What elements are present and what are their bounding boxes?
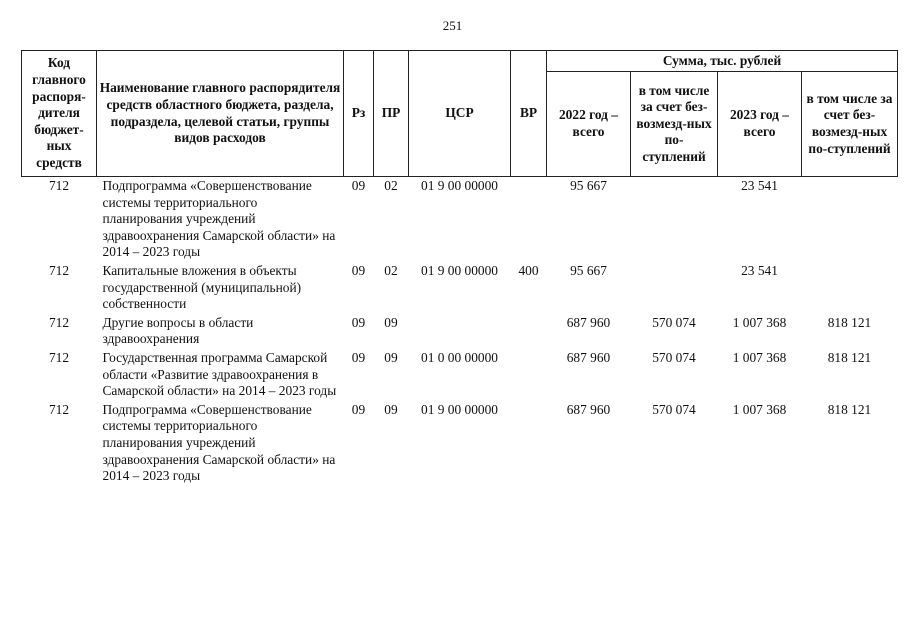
cell-2023-total: 1 007 368 [732, 349, 787, 365]
cell-code: 712 [48, 314, 70, 330]
page-number: 251 [442, 18, 463, 33]
cell-rz: 09 [351, 314, 366, 330]
cell-rz: 09 [351, 178, 366, 193]
cell-code: 712 [48, 349, 70, 365]
header-vr: ВР [511, 51, 547, 177]
cell-rz: 09 [351, 401, 366, 417]
cell-name: Подпрограмма «Совершенствование системы территориального планирования учреждений здравоохранения Самарской области» на 2014 – 2023 годы [102, 178, 336, 260]
header-csr: ЦСР [409, 51, 511, 177]
cell-pr: 09 [384, 401, 398, 417]
cell-csr: 01 9 00 00000 [421, 401, 498, 417]
cell-2023-free: 818 121 [827, 401, 872, 417]
cell-name: Капитальные вложения в объекты государственной (муниципальной) собственности [102, 262, 302, 312]
header-2023-total: 2023 год – всего [718, 72, 802, 177]
cell-pr: 02 [384, 262, 398, 278]
cell-2022-free: 570 074 [652, 401, 696, 417]
header-2022-total: 2022 год – всего [547, 72, 631, 177]
cell-2022-total: 687 960 [566, 314, 611, 330]
cell-2023-free [802, 177, 898, 262]
table-row [22, 314, 898, 349]
cell-pr: 09 [384, 314, 398, 330]
cell-2022-free: 570 074 [652, 314, 696, 330]
cell-pr: 09 [384, 349, 398, 365]
cell-code: 712 [48, 178, 70, 193]
cell-name: Государственная программа Самарской области «Развитие здравоохранения в Самарской области» на 2014 – 2023 годы [102, 349, 337, 399]
cell-2023-free: 818 121 [827, 349, 872, 365]
header-2022-free: в том числе за счет без-возмезд-ных по-ступлений [631, 72, 718, 177]
header-code: Код главного распоря-дителя бюджет-ных средств [22, 51, 97, 177]
cell-vr [511, 177, 547, 262]
cell-pr: 02 [384, 178, 398, 193]
budget-table [21, 50, 898, 486]
cell-2023-total: 23 541 [741, 262, 778, 278]
header-rz: Рз [344, 51, 374, 177]
table-row [22, 177, 898, 262]
cell-2023-total: 1 007 368 [732, 314, 787, 330]
cell-rz: 09 [351, 262, 366, 278]
cell-2023-free: 818 121 [827, 314, 872, 330]
cell-2023-total: 23 541 [741, 178, 778, 193]
cell-code: 712 [48, 401, 70, 417]
header-sum-group: Сумма, тыс. рублей [547, 51, 898, 72]
table-row [22, 262, 898, 314]
cell-2023-free [802, 262, 898, 314]
table-row [22, 349, 898, 401]
cell-code: 712 [48, 262, 70, 278]
cell-2022-free: 570 074 [652, 349, 696, 365]
header-2023-free: в том числе за счет без-возмезд-ных по-ступлений [802, 72, 898, 177]
cell-2022-total: 95 667 [570, 178, 607, 193]
cell-vr [511, 401, 547, 486]
cell-name: Другие вопросы в области здравоохранения [102, 314, 254, 347]
cell-csr: 01 9 00 00000 [421, 262, 498, 278]
cell-csr: 01 0 00 00000 [421, 349, 498, 365]
cell-2022-total: 687 960 [566, 349, 611, 365]
table-row [22, 401, 898, 486]
cell-vr: 400 [518, 262, 539, 278]
cell-2022-total: 95 667 [570, 262, 607, 278]
cell-vr [511, 314, 547, 349]
cell-2022-free [631, 262, 718, 314]
cell-rz: 09 [351, 349, 366, 365]
cell-vr [511, 349, 547, 401]
header-name: Наименование главного распорядителя средств областного бюджета, раздела, подраздела, целевой статьи, группы видов расходов [97, 51, 344, 177]
cell-2023-total: 1 007 368 [732, 401, 787, 417]
header-pr: ПР [374, 51, 409, 177]
cell-2022-free [631, 177, 718, 262]
cell-2022-total: 687 960 [566, 401, 611, 417]
cell-csr [409, 314, 511, 349]
cell-name: Подпрограмма «Совершенствование системы территориального планирования учреждений здравоохранения Самарской области» на 2014 – 2023 годы [102, 401, 336, 484]
cell-csr: 01 9 00 00000 [421, 178, 498, 193]
